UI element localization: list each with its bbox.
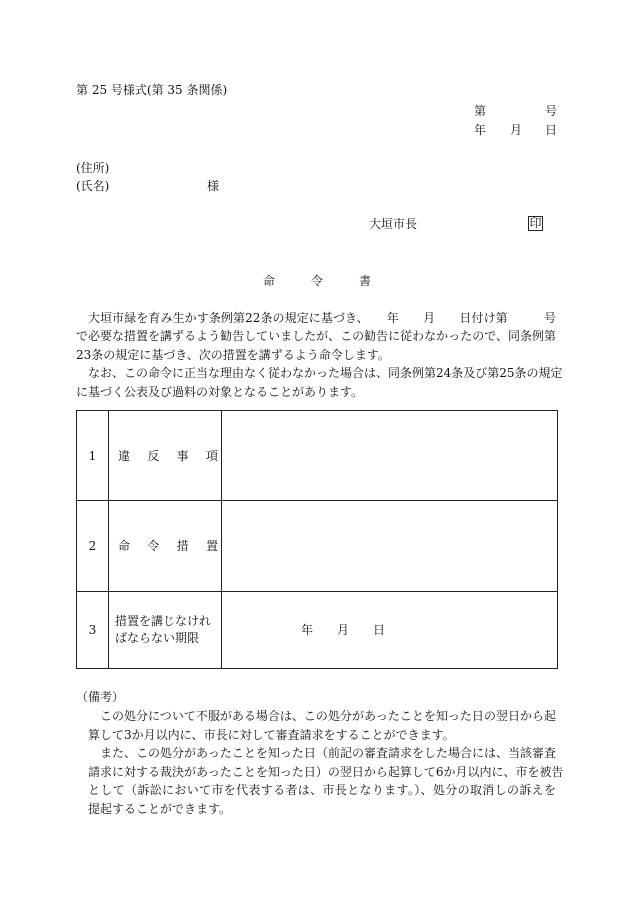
table-row-violation [77, 411, 558, 501]
row-number: 2 [77, 501, 109, 592]
order-details-table [76, 410, 558, 669]
row-number: 1 [77, 411, 109, 501]
table-row-measures [77, 501, 558, 592]
body-line: に基づく公表及び過料の対象となることがあります。 [76, 384, 364, 399]
name-label: (氏名) [76, 179, 110, 193]
address-label: (住所) [76, 161, 110, 175]
row-label: 違反事項 [109, 411, 222, 501]
table-row-deadline [77, 592, 558, 669]
notes-line: 請求に対する裁決があったことを知った日）の翌日から起算して6か月以内に、市を被告 [88, 764, 564, 779]
body-paragraph [76, 364, 563, 401]
row-value-cell [222, 501, 558, 592]
body-line: なお、この命令に正当な理由なく従わなかった場合は、同条例第24条及び第25条の規定 [88, 366, 563, 381]
row-value-cell [222, 411, 558, 501]
date-year: 年 [474, 123, 487, 137]
date-day: 日 [545, 123, 558, 137]
row-label: 命令措置 [109, 501, 222, 592]
body-paragraph [76, 309, 556, 364]
body-line: 23条の規定に基づき、次の措置を講ずるよう命令します。 [76, 347, 390, 362]
notes-line: この処分について不服がある場合は、この処分があったことを知った日の翌日から起 [100, 709, 556, 723]
document-number-prefix: 第 [474, 104, 487, 118]
notes-line: また、この処分があったことを知った日（前記の審査請求をした場合には、当該審査 [100, 746, 556, 761]
row-number: 3 [77, 592, 109, 669]
row-label: 措置を講じなければならない期限 [109, 592, 222, 669]
document-number-suffix: 号 [545, 104, 558, 118]
notes-heading: （備考） [76, 690, 125, 704]
document-title: 命 令 書 [263, 274, 372, 288]
deadline-date: 年 月 日 [222, 592, 558, 669]
date-month: 月 [510, 123, 523, 137]
notes-paragraph [88, 707, 556, 744]
seal-mark: 印 [529, 216, 542, 230]
order-body [76, 309, 563, 401]
notes-line: として（訴訟において市を代表する者は、市長となります。）、処分の取消しの訴えを [88, 783, 556, 798]
body-line: で必要な措置を講ずるよう勧告していましたが、この勧告に従わなかったので、同条例第 [76, 329, 556, 344]
body-line: 大垣市緑を育み生かす条例第22条の規定に基づき、 年 月 日付け第 号 [88, 311, 556, 325]
notes-body [88, 707, 564, 819]
notes-paragraph [88, 744, 564, 818]
form-number-label: 第 25 号様式(第 35 条関係) [76, 83, 228, 97]
honorific: 様 [207, 179, 220, 193]
notes-line: 提起することができます。 [88, 801, 232, 816]
issuer-name: 大垣市長 [369, 217, 418, 231]
notes-line: 算して3か月以内に、市長に対して審査請求をすることができます。 [88, 727, 455, 742]
